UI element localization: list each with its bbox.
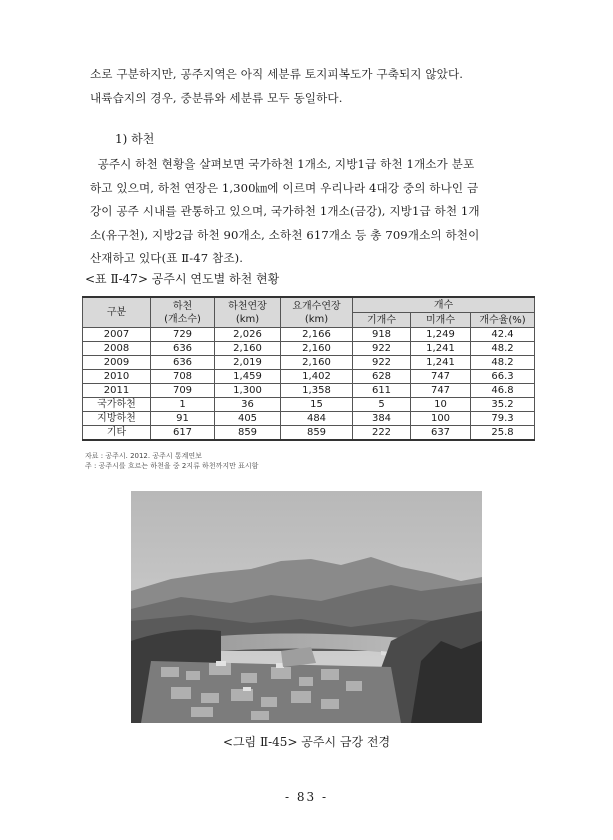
intro-paragraph	[90, 63, 530, 110]
cell-river-length: 2,026	[215, 328, 281, 342]
paragraph-line: 공주시 하천 현황을 살펴보면 국가하천 1개소, 지방1급 하천 1개소가 분포	[90, 157, 475, 171]
cell-rate: 42.4	[471, 328, 535, 342]
cell-category: 2010	[83, 370, 151, 384]
table-footnote: 주 : 공주시를 흐르는 하천을 중 2지류 하천까지만 표시함	[85, 462, 259, 470]
cell-unimproved: 1,241	[411, 342, 471, 356]
cell-improved: 611	[353, 384, 411, 398]
cell-rivers: 729	[151, 328, 215, 342]
table-caption: <표 Ⅱ-47> 공주시 연도별 하천 현황	[85, 272, 280, 286]
cell-category: 2008	[83, 342, 151, 356]
header-improved: 기개수	[353, 313, 411, 328]
cell-river-length: 2,160	[215, 342, 281, 356]
cell-rate: 79.3	[471, 412, 535, 426]
cell-river-length: 36	[215, 398, 281, 412]
cell-rivers: 1	[151, 398, 215, 412]
cell-rivers: 636	[151, 342, 215, 356]
cell-rate: 66.3	[471, 370, 535, 384]
cell-river-length: 1,300	[215, 384, 281, 398]
table-row	[83, 356, 535, 370]
cell-river-length: 2,019	[215, 356, 281, 370]
cell-required-length: 1,358	[281, 384, 353, 398]
cell-required-length: 2,160	[281, 342, 353, 356]
table-row	[83, 370, 535, 384]
cell-required-length: 2,160	[281, 356, 353, 370]
river-status-paragraph	[90, 153, 530, 271]
cell-rivers: 709	[151, 384, 215, 398]
cell-required-length: 2,166	[281, 328, 353, 342]
section-heading: 1) 하천	[115, 132, 155, 146]
cell-unimproved: 747	[411, 370, 471, 384]
cell-category: 2011	[83, 384, 151, 398]
header-rivers: 하천 (개소수)	[151, 297, 215, 328]
cell-required-length: 15	[281, 398, 353, 412]
page-number: - 83 -	[284, 790, 328, 804]
cell-improved: 922	[353, 342, 411, 356]
table-row	[83, 384, 535, 398]
cell-rivers: 91	[151, 412, 215, 426]
paragraph-line: 산재하고 있다(표 Ⅱ-47 참조).	[90, 251, 244, 265]
cell-unimproved: 747	[411, 384, 471, 398]
cell-category: 2009	[83, 356, 151, 370]
cell-rivers: 708	[151, 370, 215, 384]
cell-category: 2007	[83, 328, 151, 342]
cell-river-length: 405	[215, 412, 281, 426]
cell-category: 지방하천	[83, 412, 151, 426]
cell-rivers: 617	[151, 426, 215, 441]
header-rate: 개수율(%)	[471, 313, 535, 328]
table-row	[83, 426, 535, 441]
cell-unimproved: 1,241	[411, 356, 471, 370]
cell-improved: 384	[353, 412, 411, 426]
header-category: 구분	[83, 297, 151, 328]
cell-river-length: 1,459	[215, 370, 281, 384]
cell-category: 국가하천	[83, 398, 151, 412]
cell-unimproved: 637	[411, 426, 471, 441]
cell-river-length: 859	[215, 426, 281, 441]
cell-rivers: 636	[151, 356, 215, 370]
cell-required-length: 1,402	[281, 370, 353, 384]
table-row	[83, 328, 535, 342]
cell-category: 기타	[83, 426, 151, 441]
table-row	[83, 342, 535, 356]
cell-rate: 48.2	[471, 356, 535, 370]
cell-improved: 922	[353, 356, 411, 370]
cell-improved: 222	[353, 426, 411, 441]
figure-caption: <그림 Ⅱ-45> 공주시 금강 전경	[222, 735, 391, 749]
cell-improved: 918	[353, 328, 411, 342]
table-row	[83, 398, 535, 412]
table-source-note: 자료 : 공주시. 2012. 공주시 통계연보	[85, 452, 202, 460]
paragraph-line: 하고 있으며, 하천 연장은 1,300㎞에 이르며 우리나라 4대강 중의 하나인 금	[90, 180, 479, 195]
cell-rate: 25.8	[471, 426, 535, 441]
cell-unimproved: 100	[411, 412, 471, 426]
cell-rate: 46.8	[471, 384, 535, 398]
geumgang-river-photo	[131, 491, 482, 723]
paragraph-line: 소(유구천), 지방2급 하천 90개소, 소하천 617개소 등 총 709개소의 하천이	[90, 227, 480, 242]
header-unimproved: 미개수	[411, 313, 471, 328]
paragraph-line: 내륙습지의 경우, 중분류와 세분류 모두 동일하다.	[90, 90, 343, 105]
cell-improved: 5	[353, 398, 411, 412]
cell-unimproved: 10	[411, 398, 471, 412]
table-row	[83, 412, 535, 426]
river-status-table	[82, 296, 535, 441]
cell-improved: 628	[353, 370, 411, 384]
cell-rate: 48.2	[471, 342, 535, 356]
paragraph-line: 강이 공주 시내를 관통하고 있으며, 국가하천 1개소(금강), 지방1급 하천 1개	[90, 204, 480, 218]
cell-required-length: 484	[281, 412, 353, 426]
cell-rate: 35.2	[471, 398, 535, 412]
header-required-length: 요개수연장 (km)	[281, 297, 353, 328]
cell-required-length: 859	[281, 426, 353, 441]
paragraph-line: 소로 구분하지만, 공주지역은 아직 세분류 토지피복도가 구축되지 않았다.	[90, 67, 464, 81]
header-improvement-group: 개수	[353, 297, 535, 313]
cell-unimproved: 1,249	[411, 328, 471, 342]
header-river-length: 하천연장 (km)	[215, 297, 281, 328]
